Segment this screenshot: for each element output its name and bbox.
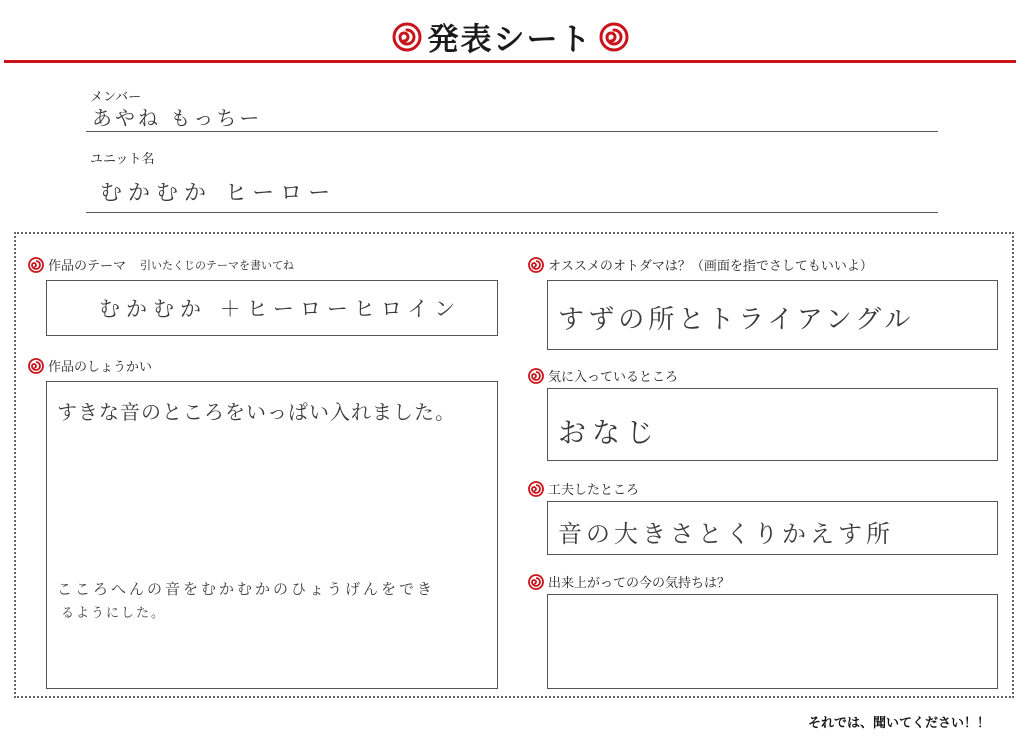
theme-heading	[28, 255, 294, 274]
favorite-box	[547, 388, 998, 461]
effort-value: 音の大きさとくりかえす所	[558, 520, 894, 548]
recommend-value: すずの所とトライアングル	[558, 305, 915, 335]
feeling-box	[547, 594, 998, 689]
spiral-icon	[28, 358, 44, 374]
spiral-icon	[528, 574, 544, 590]
favorite-label: 気に入っているところ	[548, 370, 679, 385]
member-label: メンバー	[90, 90, 142, 105]
effort-heading	[528, 479, 639, 498]
theme-hint: 引いたくじのテーマを書いてね	[140, 258, 295, 272]
footer-note: それでは、聞いてください！！	[807, 716, 990, 731]
spiral-icon	[528, 257, 544, 273]
header-rule	[4, 60, 1016, 63]
effort-label: 工夫したところ	[548, 483, 640, 498]
spiral-icon	[528, 481, 544, 497]
unit-value: むかむか ヒーロー	[100, 181, 337, 206]
intro-line-2: こころへんの音をむかむかのひょうげんをでき	[57, 580, 436, 598]
theme-label: 作品のテーマ	[48, 259, 127, 274]
spiral-icon	[599, 22, 629, 52]
theme-value: むかむか ＋ヒーローヒロイン	[99, 297, 462, 321]
favorite-heading	[528, 366, 678, 385]
spiral-icon	[392, 22, 422, 52]
recommend-box	[547, 280, 998, 350]
page-title: 発表シート	[427, 22, 593, 58]
recommend-label: オススメのオトダマは？（画面を指でさしてもいいよ）	[548, 259, 873, 274]
feeling-label: 出来上がっての今の気持ちは？	[548, 576, 731, 591]
member-value: あやね もっちー	[92, 106, 263, 130]
favorite-value: おなじ	[558, 416, 661, 449]
member-rule	[86, 131, 938, 132]
unit-label: ユニット名	[90, 152, 155, 167]
intro-line-3: るようにした。	[61, 606, 167, 621]
unit-rule	[86, 212, 938, 213]
feeling-heading	[528, 572, 730, 591]
intro-heading	[28, 356, 152, 375]
effort-box	[547, 501, 998, 555]
recommend-heading	[528, 255, 873, 274]
header	[0, 0, 1020, 70]
intro-line-1: すきな音のところをいっぱい入れました。	[57, 400, 456, 424]
intro-label: 作品のしょうかい	[48, 360, 153, 375]
spiral-icon	[528, 368, 544, 384]
spiral-icon	[28, 257, 44, 273]
intro-box	[46, 381, 498, 689]
theme-box	[46, 280, 498, 336]
